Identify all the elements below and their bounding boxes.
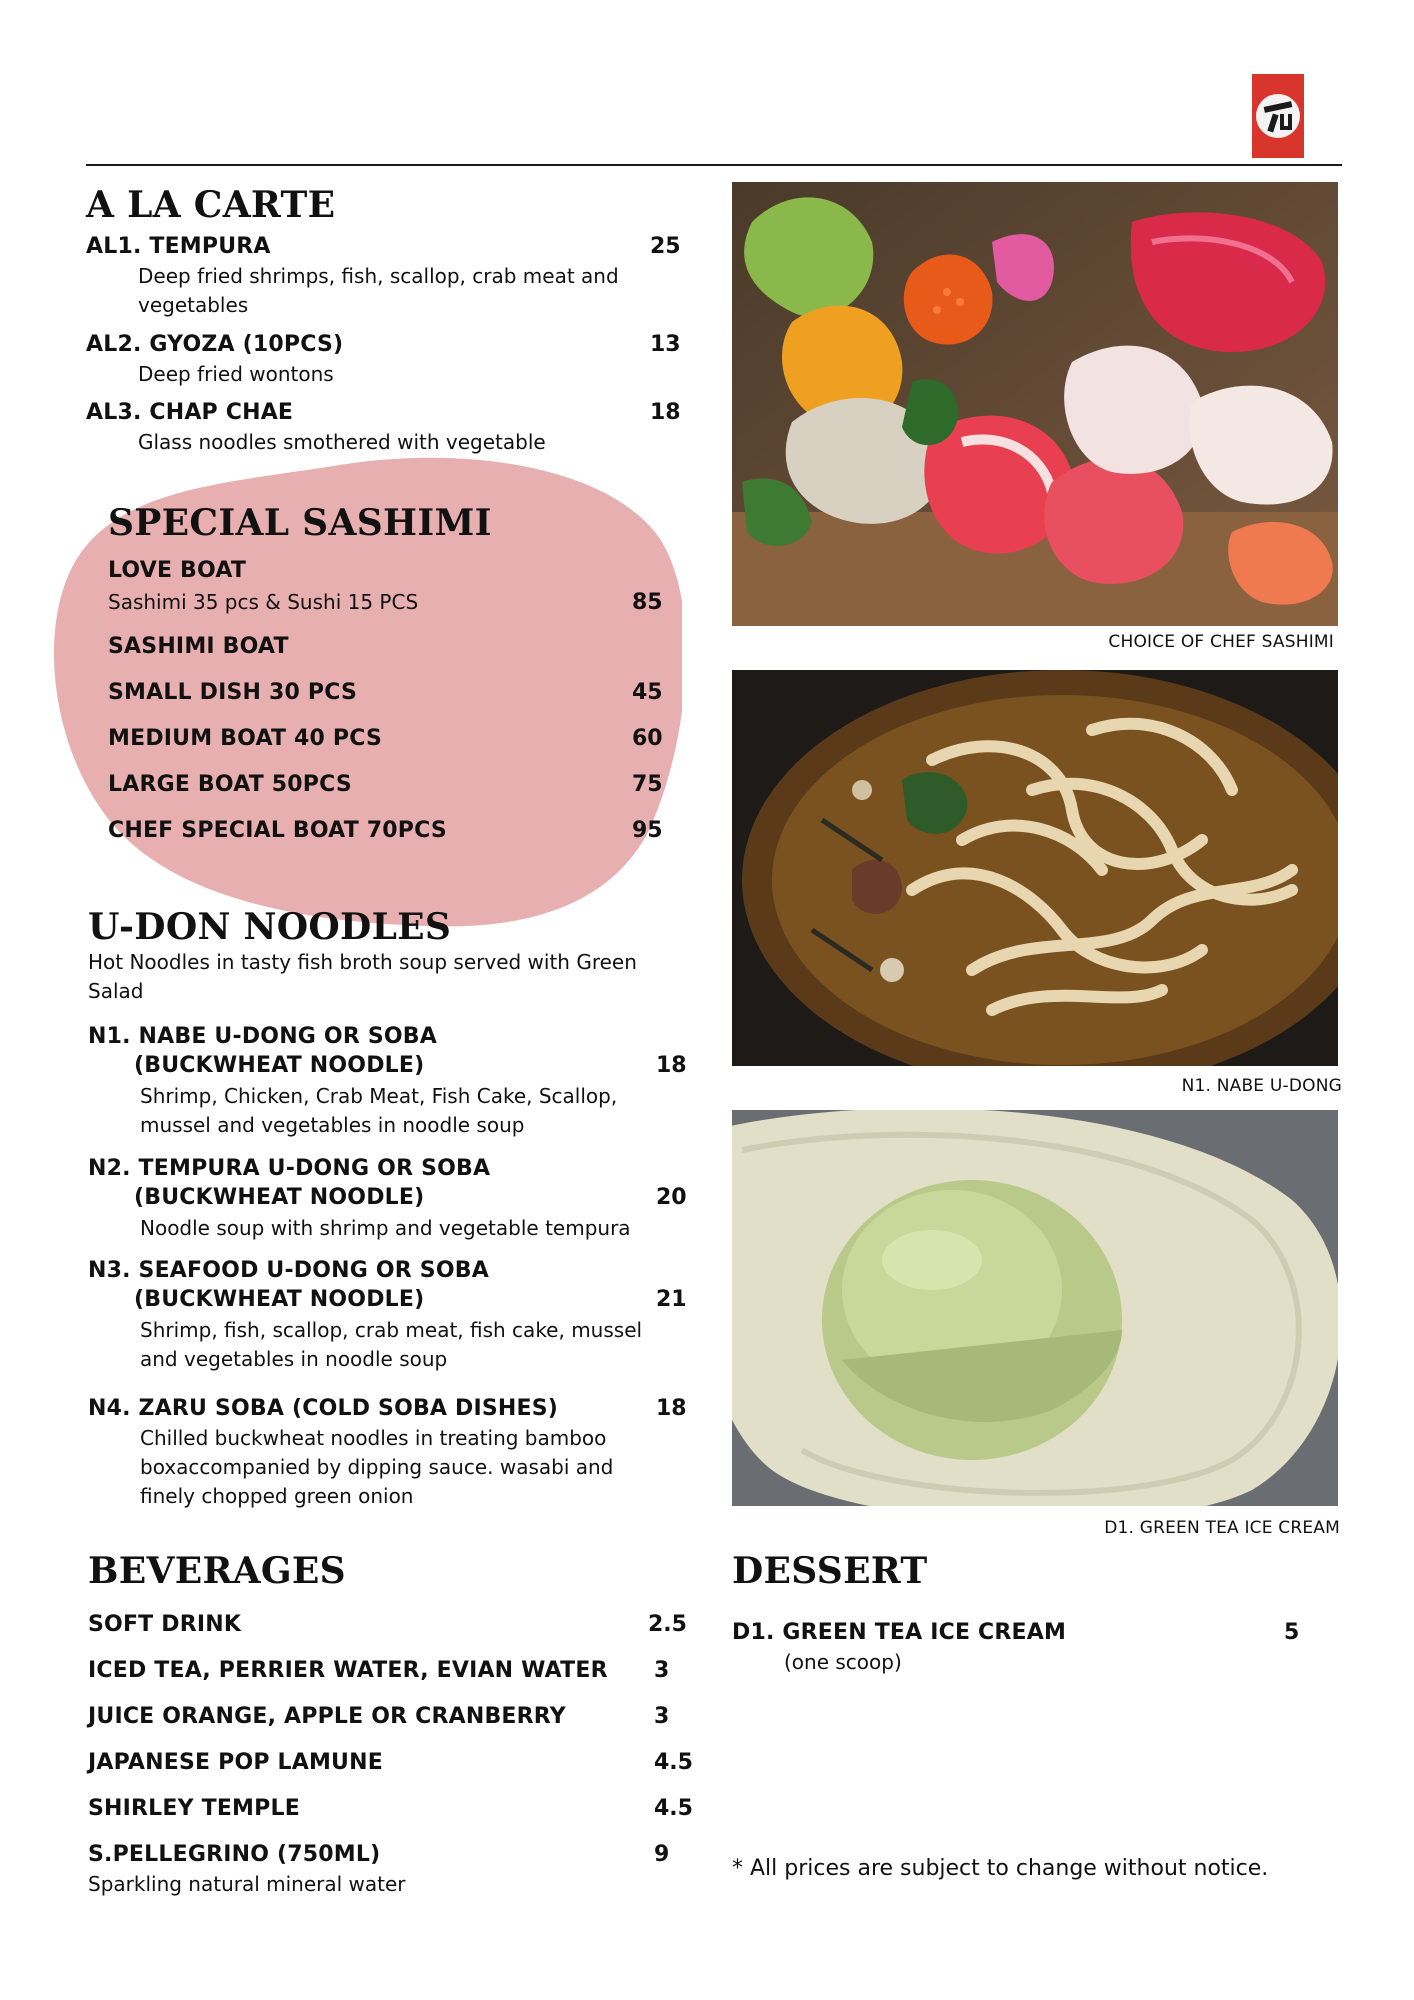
boat-item-name: MEDIUM BOAT 40 PCS	[108, 726, 383, 751]
noodle-item-price: 21	[656, 1287, 687, 1312]
noodle-item-name: N2. TEMPURA U-DONG OR SOBA	[88, 1156, 491, 1181]
beverage-price: 4.5	[654, 1750, 693, 1775]
udon-intro: Hot Noodles in tasty fish broth soup served with Green Salad	[88, 950, 637, 1003]
dessert-heading: DESSERT	[732, 1550, 928, 1592]
noodle-item-price: 20	[656, 1185, 687, 1210]
ice-cream-caption: D1. GREEN TEA ICE CREAM	[1104, 1518, 1340, 1538]
menu-item-name: AL3. CHAP CHAE	[86, 400, 294, 425]
boat-item-price: 45	[632, 680, 663, 705]
udon-heading: U-DON NOODLES	[88, 906, 452, 948]
beverages-heading: BEVERAGES	[88, 1550, 346, 1592]
beverage-price: 3	[654, 1704, 670, 1729]
beverage-price: 9	[654, 1842, 670, 1867]
a-la-carte-heading: A LA CARTE	[86, 184, 336, 226]
love-boat-price: 85	[632, 590, 663, 615]
dessert-item-price: 5	[1284, 1620, 1300, 1645]
beverage-name: JUICE ORANGE, APPLE OR CRANBERRY	[88, 1704, 566, 1729]
udon-caption: N1. NABE U-DONG	[1181, 1076, 1342, 1096]
beverage-name: SOFT DRINK	[88, 1612, 242, 1637]
price-disclaimer: * All prices are subject to change without notice.	[732, 1856, 1269, 1881]
sashimi-boat-label: SASHIMI BOAT	[108, 634, 289, 659]
header-divider	[86, 164, 1342, 166]
love-boat-description: Sashimi 35 pcs & Sushi 15 PCS	[108, 590, 419, 614]
noodle-item-price: 18	[656, 1053, 687, 1078]
noodle-item-description: Noodle soup with shrimp and vegetable tempura	[140, 1216, 631, 1240]
beverage-name: SHIRLEY TEMPLE	[88, 1796, 300, 1821]
ice-cream-photo	[732, 1110, 1338, 1506]
noodle-item-description: Shrimp, fish, scallop, crab meat, fish cake, mussel and vegetables in noodle soup	[140, 1318, 643, 1371]
special-sashimi-heading: SPECIAL SASHIMI	[108, 502, 492, 544]
dessert-item-name: D1. GREEN TEA ICE CREAM	[732, 1620, 1067, 1645]
menu-item-price: 18	[650, 400, 681, 425]
noodle-item-description: Chilled buckwheat noodles in treating bamboo boxaccompanied by dipping sauce. wasabi and finely chopped green onion	[140, 1426, 614, 1508]
boat-item-price: 75	[632, 772, 663, 797]
restaurant-logo-icon	[1252, 74, 1304, 158]
menu-item-name: AL2. GYOZA (10PCS)	[86, 332, 344, 357]
beverage-price: 3	[654, 1658, 670, 1683]
noodle-item-name: N1. NABE U-DONG OR SOBA	[88, 1024, 437, 1049]
sashimi-photo	[732, 182, 1338, 626]
menu-item-name: AL1. TEMPURA	[86, 234, 271, 259]
noodle-item-subname: (BUCKWHEAT NOODLE)	[134, 1185, 425, 1210]
menu-item-price: 13	[650, 332, 681, 357]
menu-item-description: Deep fried shrimps, fish, scallop, crab meat and vegetables	[138, 264, 619, 317]
beverage-name: ICED TEA, PERRIER WATER, EVIAN WATER	[88, 1658, 608, 1683]
udon-photo	[732, 670, 1338, 1066]
boat-item-price: 95	[632, 818, 663, 843]
boat-item-name: CHEF SPECIAL BOAT 70PCS	[108, 818, 447, 843]
noodle-item-price: 18	[656, 1396, 687, 1421]
boat-item-name: LARGE BOAT 50PCS	[108, 772, 352, 797]
noodle-item-name: N4. ZARU SOBA (COLD SOBA DISHES)	[88, 1396, 559, 1421]
beverage-name: S.PELLEGRINO (750ML)	[88, 1842, 381, 1867]
boat-item-name: SMALL DISH 30 PCS	[108, 680, 358, 705]
beverage-name: JAPANESE POP LAMUNE	[88, 1750, 383, 1775]
menu-item-description: Deep fried wontons	[138, 362, 334, 386]
sashimi-caption: CHOICE OF CHEF SASHIMI	[1108, 632, 1334, 652]
beverage-description: Sparkling natural mineral water	[88, 1872, 406, 1896]
boat-item-price: 60	[632, 726, 663, 751]
dessert-item-description: (one scoop)	[784, 1650, 902, 1674]
menu-item-price: 25	[650, 234, 681, 259]
love-boat-name: LOVE BOAT	[108, 558, 247, 583]
noodle-item-description: Shrimp, Chicken, Crab Meat, Fish Cake, Scallop, mussel and vegetables in noodle soup	[140, 1084, 618, 1137]
noodle-item-subname: (BUCKWHEAT NOODLE)	[134, 1053, 425, 1078]
beverage-price: 2.5	[648, 1612, 687, 1637]
noodle-item-name: N3. SEAFOOD U-DONG OR SOBA	[88, 1258, 489, 1283]
beverage-price: 4.5	[654, 1796, 693, 1821]
menu-item-description: Glass noodles smothered with vegetable	[138, 430, 546, 454]
noodle-item-subname: (BUCKWHEAT NOODLE)	[134, 1287, 425, 1312]
